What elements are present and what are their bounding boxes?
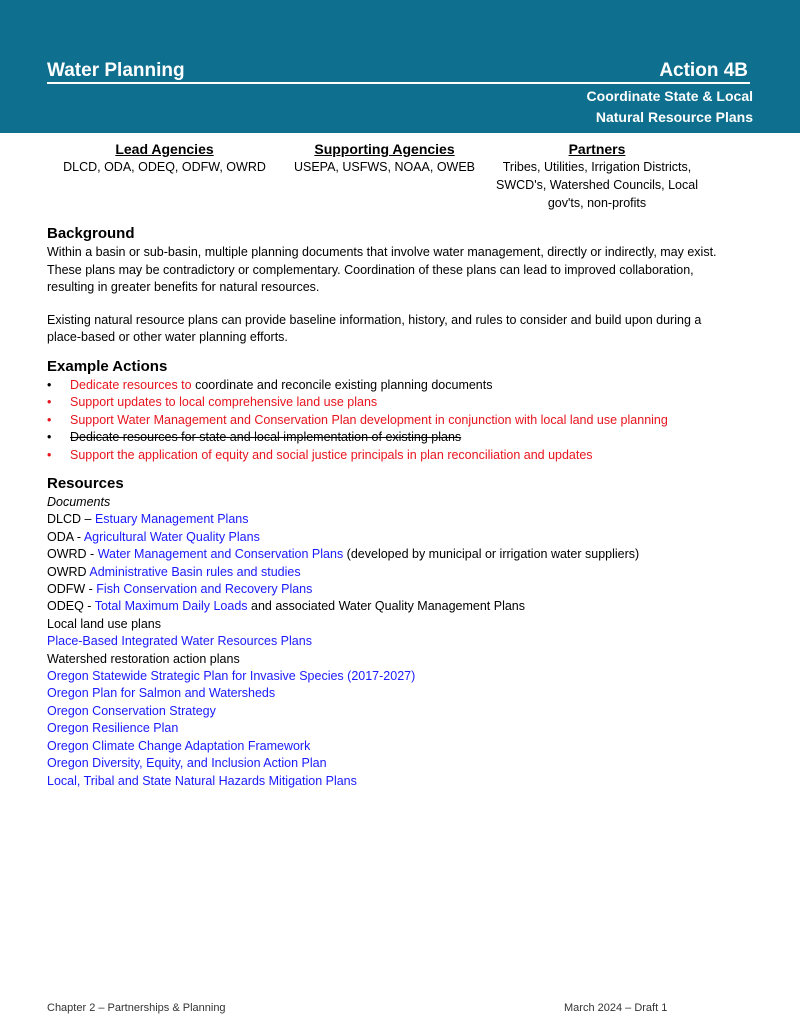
lead-agencies-heading: Lead Agencies [115, 141, 214, 157]
subtitle-line-2: Natural Resource Plans [595, 109, 753, 125]
subtitle-line-1: Coordinate State & Local [586, 88, 753, 104]
watershed-restoration-plans: Watershed restoration action plans [47, 651, 240, 666]
action-1-text: coordinate and reconcile existing planning documents [191, 377, 493, 392]
resource-line [47, 598, 757, 615]
example-actions-heading: Example Actions [47, 357, 168, 375]
partners-line-2: SWCD's, Watershed Councils, Local [496, 178, 698, 192]
basin-rules-link[interactable]: Administrative Basin rules and studies [89, 564, 301, 579]
invasive-species-plan-link[interactable]: Oregon Statewide Strategic Plan for Invasive Species (2017-2027) [47, 669, 416, 684]
supporting-agencies [292, 140, 477, 176]
resource-prefix: ODFW - [47, 582, 97, 597]
resource-prefix: ODEQ - [47, 599, 95, 614]
action-number: Action 4B [659, 60, 748, 81]
supporting-agencies-list: USEPA, USFWS, NOAA, OWEB [293, 160, 476, 174]
resource-line [47, 546, 757, 563]
partners [492, 140, 702, 212]
bg-p2-line-1: Existing natural resource plans can provide baseline information, history, and rules to consider and build upon during a [47, 312, 702, 327]
title-underline [47, 82, 750, 84]
list-item [47, 412, 757, 430]
resource-prefix: OWRD [47, 564, 90, 579]
bg-p1-line-3: resulting in greater benefits for natural resources. [47, 280, 320, 294]
bullet-icon: • [47, 430, 52, 444]
action-4-text: Dedicate resources for state and local implementation of existing plans [70, 430, 462, 444]
place-based-plans-link[interactable]: Place-Based Integrated Water Resources Plans [47, 634, 312, 649]
footer-chapter: Chapter 2 – Partnerships & Planning [47, 1002, 226, 1014]
local-land-use-plans: Local land use plans [47, 616, 161, 631]
bullet-icon: • [47, 377, 52, 392]
bg-p1-line-2: These plans may be contradictory or complementary. Coordination of these plans can lead to improved collaboration, [47, 262, 694, 277]
resilience-plan-link[interactable]: Oregon Resilience Plan [47, 721, 179, 736]
background-paragraph-2 [47, 312, 757, 347]
header-band [0, 0, 800, 133]
main-content [47, 224, 757, 790]
conservation-strategy-link[interactable]: Oregon Conservation Strategy [47, 703, 216, 718]
fish-conservation-link[interactable]: Fish Conservation and Recovery Plans [96, 582, 313, 597]
salmon-watersheds-link[interactable]: Oregon Plan for Salmon and Watersheds [47, 686, 276, 701]
lead-agencies [47, 140, 282, 176]
background-heading: Background [47, 225, 135, 242]
wmcp-link[interactable]: Water Management and Conservation Plans [97, 547, 344, 562]
action-subtitle [587, 86, 753, 128]
action-1-red: Dedicate resources to [70, 377, 192, 392]
resource-prefix: OWRD - [47, 547, 98, 562]
partners-line-1: Tribes, Utilities, Irrigation Districts, [502, 160, 692, 174]
bg-p1-line-1: Within a basin or sub-basin, multiple planning documents that involve water management, directly or indirectly, may exist. [47, 245, 717, 259]
hazards-mitigation-link[interactable]: Local, Tribal and State Natural Hazards Mitigation Plans [47, 773, 357, 788]
page-title: Water Planning [47, 60, 185, 81]
dei-action-plan-link[interactable]: Oregon Diversity, Equity, and Inclusion Action Plan [47, 756, 327, 771]
resource-prefix: DLCD – [47, 512, 95, 527]
bullet-icon: • [47, 395, 52, 409]
tmdl-link[interactable]: Total Maximum Daily Loads [94, 599, 248, 614]
resource-line [47, 511, 757, 528]
resource-line [47, 529, 757, 546]
partners-line-3: gov'ts, non-profits [547, 196, 647, 210]
resource-prefix: ODA - [47, 529, 84, 544]
estuary-plans-link[interactable]: Estuary Management Plans [94, 512, 249, 527]
partners-heading: Partners [568, 141, 626, 157]
ag-water-quality-link[interactable]: Agricultural Water Quality Plans [83, 529, 260, 544]
background-paragraph-1 [47, 244, 757, 297]
climate-adaptation-link[interactable]: Oregon Climate Change Adaptation Framework [47, 738, 311, 753]
resource-suffix: and associated Water Quality Management Plans [247, 599, 526, 614]
action-2-text: Support updates to local comprehensive land use plans [70, 395, 378, 409]
lead-agencies-list: DLCD, ODA, ODEQ, ODFW, OWRD [63, 160, 266, 174]
resources-heading: Resources [47, 475, 124, 492]
list-item [47, 429, 757, 447]
bullet-icon: • [47, 412, 52, 427]
resources-subheading: Documents [47, 495, 111, 509]
list-item [47, 394, 757, 412]
footer-date: March 2024 – Draft 1 [564, 1002, 668, 1014]
supporting-agencies-heading: Supporting Agencies [314, 141, 455, 157]
bullet-icon: • [47, 447, 52, 462]
resource-line [47, 564, 757, 581]
example-actions-list [47, 377, 757, 465]
bg-p2-line-2: place-based or other water planning efforts. [47, 330, 288, 344]
resource-line [47, 581, 757, 598]
resource-suffix: (developed by municipal or irrigation water suppliers) [343, 547, 640, 562]
list-item [47, 447, 757, 465]
list-item [47, 377, 757, 395]
action-5-text: Support the application of equity and social justice principals in plan reconciliation and updates [70, 447, 593, 462]
action-3-text: Support Water Management and Conservation Plan development in conjunction with local land use planning [70, 412, 668, 427]
